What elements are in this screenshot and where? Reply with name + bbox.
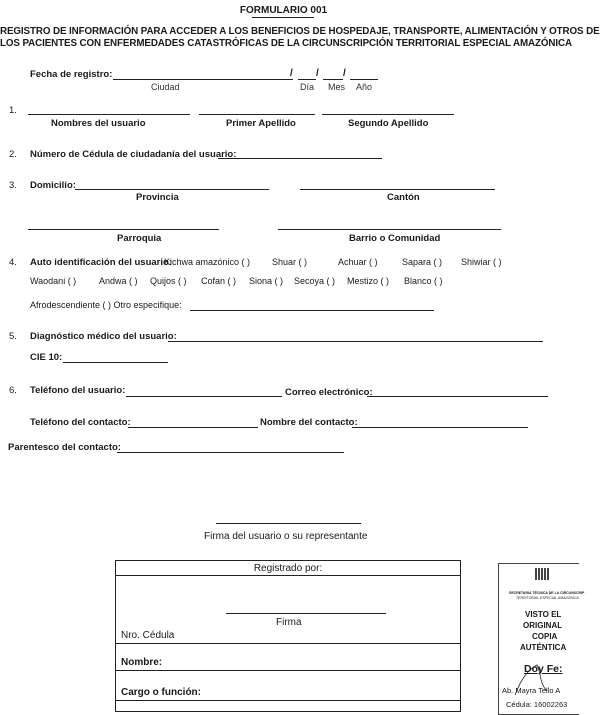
- option-kichwa[interactable]: Kichwa amazónico ( ): [164, 257, 251, 267]
- ciudad-caption: Ciudad: [151, 82, 180, 92]
- registro-nombre-line[interactable]: [116, 670, 460, 671]
- cedula-label: Número de Cédula de ciudadanía del usuario:: [30, 149, 237, 160]
- mes-caption: Mes: [328, 82, 346, 92]
- form-number: FORMULARIO 001: [239, 5, 328, 16]
- ciudad-line[interactable]: [113, 79, 293, 80]
- segundo-apellido-line[interactable]: [322, 114, 454, 115]
- otro-especifique-line[interactable]: [190, 310, 434, 311]
- nombre-contacto-line[interactable]: [352, 427, 528, 428]
- registro-firma-caption: Firma: [276, 617, 302, 628]
- mes-line[interactable]: [323, 79, 343, 80]
- cedula-line[interactable]: [218, 158, 382, 159]
- option-shuar[interactable]: Shuar ( ): [272, 257, 308, 267]
- diagnostico-line[interactable]: [168, 341, 543, 342]
- firma-usuario-line[interactable]: [216, 523, 361, 524]
- registro-firma-line[interactable]: [226, 613, 386, 614]
- stamp-signer: Ab. Mayra Tello A: [502, 686, 561, 695]
- nombres-line[interactable]: [28, 114, 190, 115]
- form-number-underline: [252, 17, 314, 18]
- section-4-number: 4.: [9, 257, 17, 268]
- section-5-number: 5.: [9, 331, 17, 342]
- option-cofan[interactable]: Cofan ( ): [201, 276, 237, 286]
- stamp-visto-3: COPIA: [532, 632, 558, 641]
- parentesco-line[interactable]: [117, 452, 344, 453]
- fecha-label: Fecha de registro:: [30, 69, 113, 80]
- form-title-line2: LOS PACIENTES CON ENFERMEDADES CATASTRÓFICAS DE LA CIRCUNSCRIPCIÓN TERRITORIAL ESPECIAL AMAZÓNICA: [0, 38, 572, 49]
- option-quijos[interactable]: Quijos ( ): [150, 276, 187, 286]
- registro-cargo-line[interactable]: [116, 700, 460, 701]
- diagnostico-label: Diagnóstico médico del usuario:: [30, 331, 177, 342]
- stamp-signature-icon: [511, 661, 551, 701]
- anio-line[interactable]: [350, 79, 378, 80]
- cie10-label: CIE 10:: [30, 352, 63, 363]
- anio-caption: Año: [356, 82, 373, 92]
- telefono-label: Teléfono del usuario:: [30, 385, 126, 396]
- telefono-contacto-line[interactable]: [128, 427, 258, 428]
- authentication-stamp: [498, 563, 585, 715]
- section-6-number: 6.: [9, 385, 17, 396]
- domicilio-label: Domicilio:: [30, 180, 76, 191]
- dia-line[interactable]: [298, 79, 316, 80]
- option-sapara[interactable]: Sapara ( ): [402, 257, 443, 267]
- provincia-caption: Provincia: [136, 192, 179, 203]
- canton-line[interactable]: [300, 189, 495, 190]
- section-2-number: 2.: [9, 149, 17, 160]
- registro-cedula-label: Nro. Cédula: [121, 630, 175, 641]
- primer-apellido-line[interactable]: [199, 114, 315, 115]
- firma-usuario-caption: Firma del usuario o su representante: [204, 531, 368, 542]
- correo-line[interactable]: [367, 396, 548, 397]
- parroquia-caption: Parroquia: [117, 233, 162, 244]
- stamp-visto-2: ORIGINAL: [523, 621, 563, 630]
- option-siona[interactable]: Siona ( ): [249, 276, 284, 286]
- parroquia-line[interactable]: [28, 229, 219, 230]
- registrado-por-box: [115, 560, 461, 712]
- section-3-number: 3.: [9, 180, 17, 191]
- correo-label: Correo electrónico:: [285, 387, 373, 398]
- telefono-line[interactable]: [126, 396, 282, 397]
- option-waodani[interactable]: Waodani ( ): [30, 276, 77, 286]
- option-shiwiar[interactable]: Shiwiar ( ): [461, 257, 502, 267]
- registro-header-divider: [116, 575, 460, 576]
- nombre-contacto-label: Nombre del contacto:: [260, 417, 358, 428]
- registro-cargo-label: Cargo o función:: [121, 687, 201, 698]
- dia-caption: Día: [300, 82, 315, 92]
- stamp-signer-cedula: Cédula: 16002263: [506, 700, 568, 709]
- stamp-visto-4: AUTÉNTICA: [520, 643, 567, 652]
- registrado-por-title: Registrado por:: [253, 563, 323, 574]
- provincia-line[interactable]: [75, 189, 269, 190]
- stamp-institution-line1: SECRETARIA TÉCNICA DE LA CIRCUNSCRIP: [509, 591, 585, 595]
- cie10-line[interactable]: [63, 362, 168, 363]
- segundo-apellido-caption: Segundo Apellido: [348, 118, 429, 129]
- stamp-visto-1: VISTO EL: [525, 610, 562, 619]
- option-mestizo[interactable]: Mestizo ( ): [347, 276, 390, 286]
- autoidentificacion-label: Auto identificación del usuario:: [30, 257, 172, 268]
- section-1-number: 1.: [9, 105, 17, 116]
- option-blanco[interactable]: Blanco ( ): [404, 276, 443, 286]
- telefono-contacto-label: Teléfono del contacto:: [30, 417, 131, 428]
- option-andwa[interactable]: Andwa ( ): [99, 276, 138, 286]
- registro-nombre-label: Nombre:: [121, 657, 163, 668]
- option-afro-otro[interactable]: Afrodescendiente ( ) Otro especifique:: [30, 300, 182, 310]
- barrio-caption: Barrio o Comunidad: [349, 233, 441, 244]
- stamp-logo-icon: [535, 568, 549, 580]
- primer-apellido-caption: Primer Apellido: [226, 118, 296, 129]
- stamp-institution-line2: TERRITORIAL ESPECIAL AMAZÓNICA: [516, 596, 579, 600]
- parentesco-label: Parentesco del contacto:: [8, 442, 121, 453]
- stamp-doy-fe: Doy Fe:: [524, 663, 563, 675]
- barrio-line[interactable]: [278, 229, 501, 230]
- option-secoya[interactable]: Secoya ( ): [294, 276, 336, 286]
- nombres-caption: Nombres del usuario: [51, 118, 146, 129]
- registro-cedula-line[interactable]: [116, 643, 460, 644]
- canton-caption: Cantón: [387, 192, 420, 203]
- option-achuar[interactable]: Achuar ( ): [338, 257, 378, 267]
- form-title-line1: REGISTRO DE INFORMACIÓN PARA ACCEDER A LOS BENEFICIOS DE HOSPEDAJE, TRANSPORTE, ALIMENTACIÓN Y OTROS DE: [0, 26, 600, 37]
